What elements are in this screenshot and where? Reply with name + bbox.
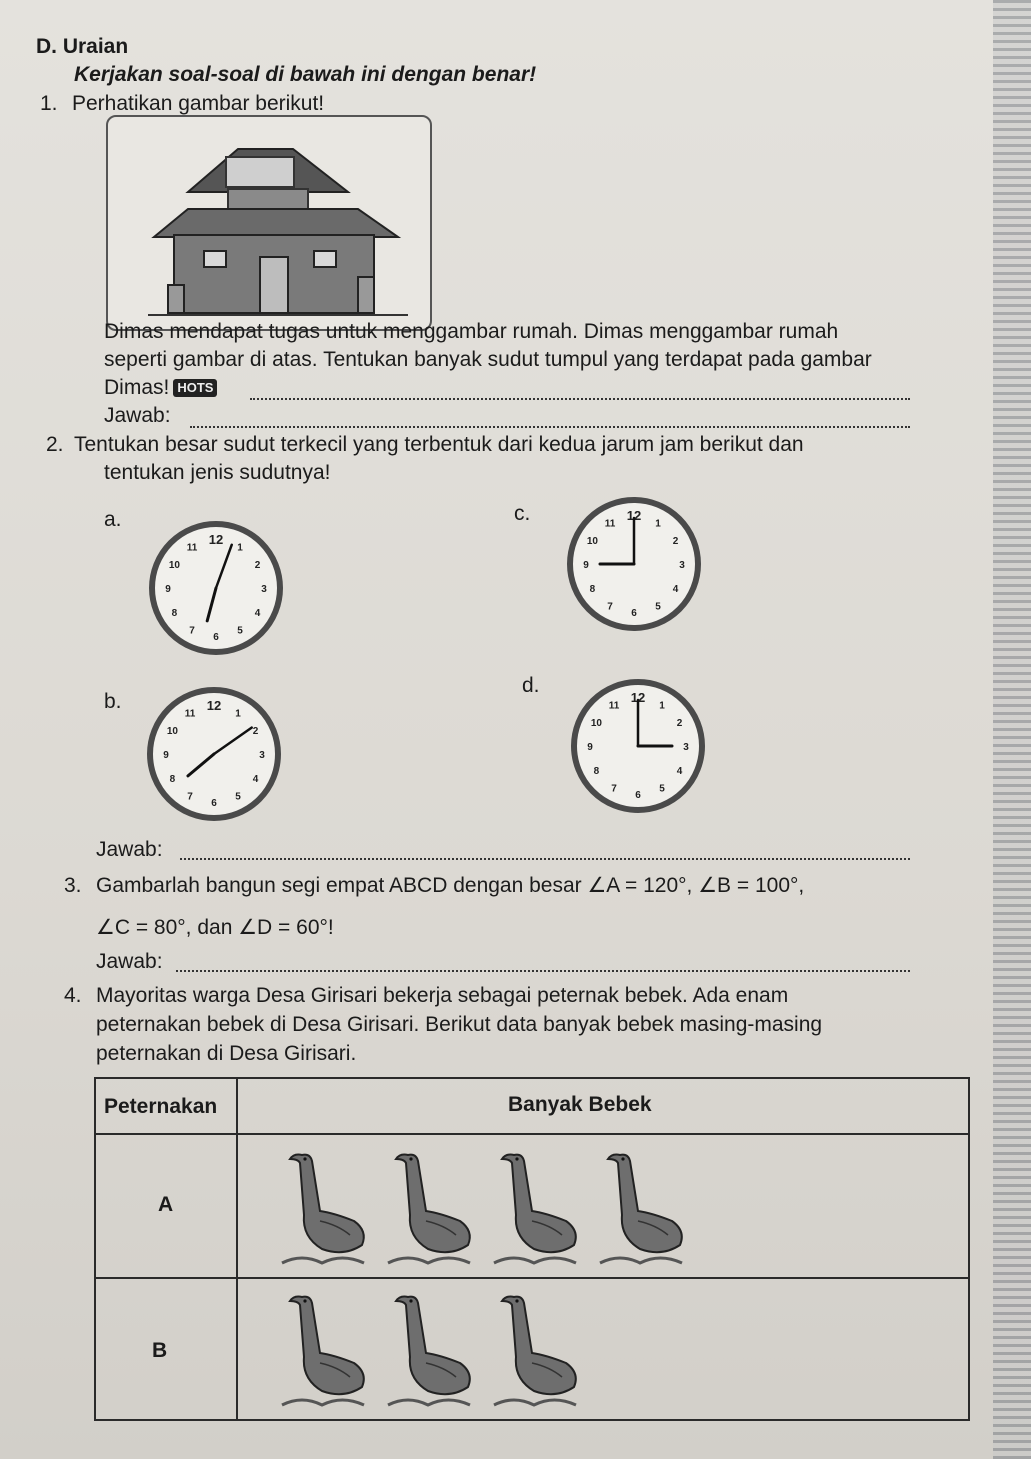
clock-numeral: 3 [261,584,267,595]
row-b-ducks [266,1285,956,1417]
clock-numeral: 5 [235,791,241,803]
clock-numeral: 7 [189,625,195,637]
clock-numeral: 4 [676,766,683,777]
clock-numeral: 11 [186,542,198,554]
duck-table [94,1077,970,1421]
q2-answer-line[interactable] [180,858,910,860]
clock-numeral: 12 [626,508,642,523]
row-b-name: B [152,1339,168,1362]
clock-numeral: 7 [187,791,193,803]
clock-face-svg [570,678,706,814]
clock-face-svg [566,496,702,632]
q3-number: 3. [64,874,82,897]
clock-c-label: c. [514,502,531,525]
q1-answer-line[interactable] [190,426,910,428]
duck-icon [272,1287,372,1415]
clock-numeral: 4 [672,584,679,595]
q4-text-line3: peternakan di Desa Girisari. [96,1042,357,1065]
clock-numeral: 3 [259,750,265,761]
clock-numeral: 11 [608,700,620,712]
clock-numeral: 11 [184,708,196,720]
clock-numeral: 1 [659,700,665,712]
q2-answer-label: Jawab: [96,838,163,861]
clock-numeral: 9 [165,584,171,595]
binding-edge [993,0,1031,1459]
clock-numeral: 12 [206,698,222,713]
clock-numeral: 7 [607,601,613,613]
clock-c [566,496,702,637]
q4-text-line1: Mayoritas warga Desa Girisari bekerja sebagai peternak bebek. Ada enam [96,984,789,1007]
clock-numeral: 9 [163,750,169,761]
q2-text-line2: tentukan jenis sudutnya! [104,461,331,484]
clock-numeral: 12 [208,532,224,547]
clock-a-label: a. [104,508,122,531]
q3-answer-line[interactable] [176,970,910,972]
q1-text-line3 [104,374,217,401]
table-col-divider [236,1079,238,1419]
clock-numeral: 3 [683,742,689,753]
q3-text-line1: Gambarlah bangun segi empat ABCD dengan besar ∠A = 120°, ∠B = 100°, [96,874,805,897]
q4-number: 4. [64,984,82,1007]
clock-numeral: 6 [631,608,637,619]
q1-text-line2: seperti gambar di atas. Tentukan banyak sudut tumpul yang terdapat pada gambar [104,348,872,371]
q1-answer-label: Jawab: [104,404,171,427]
duck-icon [378,1287,478,1415]
clock-numeral: 1 [235,708,241,720]
q1-number: 1. [40,92,58,115]
section-title: D. Uraian [36,35,129,58]
duck-icon [272,1145,372,1273]
clock-d-label: d. [522,674,540,697]
q2-text-line1: Tentukan besar sudut terkecil yang terbentuk dari kedua jarum jam berikut dan [74,433,804,456]
clock-numeral: 5 [659,783,665,795]
q3-answer-label: Jawab: [96,950,163,973]
table-row-divider [96,1277,968,1279]
row-a-name: A [158,1193,174,1216]
clock-b-label: b. [104,690,122,713]
duck-icon [590,1145,690,1273]
q3-text-line2: ∠C = 80°, dan ∠D = 60°! [96,916,334,939]
clock-numeral: 5 [655,601,661,613]
clock-numeral: 10 [168,560,180,571]
clock-numeral: 1 [237,542,243,554]
clock-numeral: 11 [604,518,616,530]
clock-numeral: 9 [587,742,593,753]
clock-numeral: 8 [593,766,600,777]
q1-dimas: Dimas! [104,376,170,399]
clock-numeral: 6 [635,790,641,801]
clock-numeral: 6 [211,798,217,809]
clock-numeral: 4 [252,774,259,785]
clock-numeral: 8 [169,774,176,785]
col-header-peternakan: Peternakan [104,1095,218,1118]
clock-d [570,678,706,819]
house-illustration [108,117,430,329]
q1-text-line1: Dimas mendapat tugas untuk menggambar rumah. Dimas menggambar rumah [104,320,839,343]
clock-numeral: 2 [254,560,261,571]
clock-numeral: 10 [166,726,178,737]
clock-numeral: 8 [171,608,178,619]
q1-dotted-line-1 [250,398,910,400]
clock-numeral: 8 [589,584,596,595]
q2-number: 2. [46,433,64,456]
col-header-banyak-bebek: Banyak Bebek [508,1093,652,1116]
clock-numeral: 9 [583,560,589,571]
q4-text-line2: peternakan bebek di Desa Girisari. Berikut data banyak bebek masing-masing [96,1013,823,1036]
clock-face-svg [146,686,282,822]
duck-icon [484,1145,584,1273]
clock-numeral: 12 [630,690,646,705]
clock-numeral: 10 [586,536,598,547]
duck-icon [484,1287,584,1415]
clock-face-svg [148,520,284,656]
duck-icon [378,1145,478,1273]
clock-numeral: 5 [237,625,243,637]
clock-numeral: 10 [590,718,602,729]
clock-numeral: 2 [672,536,679,547]
row-a-ducks [266,1143,956,1275]
clock-numeral: 7 [611,783,617,795]
section-instruction: Kerjakan soal-soal di bawah ini dengan benar! [74,63,537,86]
clock-numeral: 1 [655,518,661,530]
hots-badge: HOTS [173,379,217,397]
clock-numeral: 6 [213,632,219,643]
clock-b [146,686,282,827]
house-picture-frame [106,115,432,331]
clock-numeral: 2 [252,726,259,737]
clock-numeral: 3 [679,560,685,571]
q1-intro: Perhatikan gambar berikut! [72,92,325,115]
clock-numeral: 4 [254,608,261,619]
clock-numeral: 2 [676,718,683,729]
clock-a [148,520,284,661]
table-header-divider [96,1133,968,1135]
